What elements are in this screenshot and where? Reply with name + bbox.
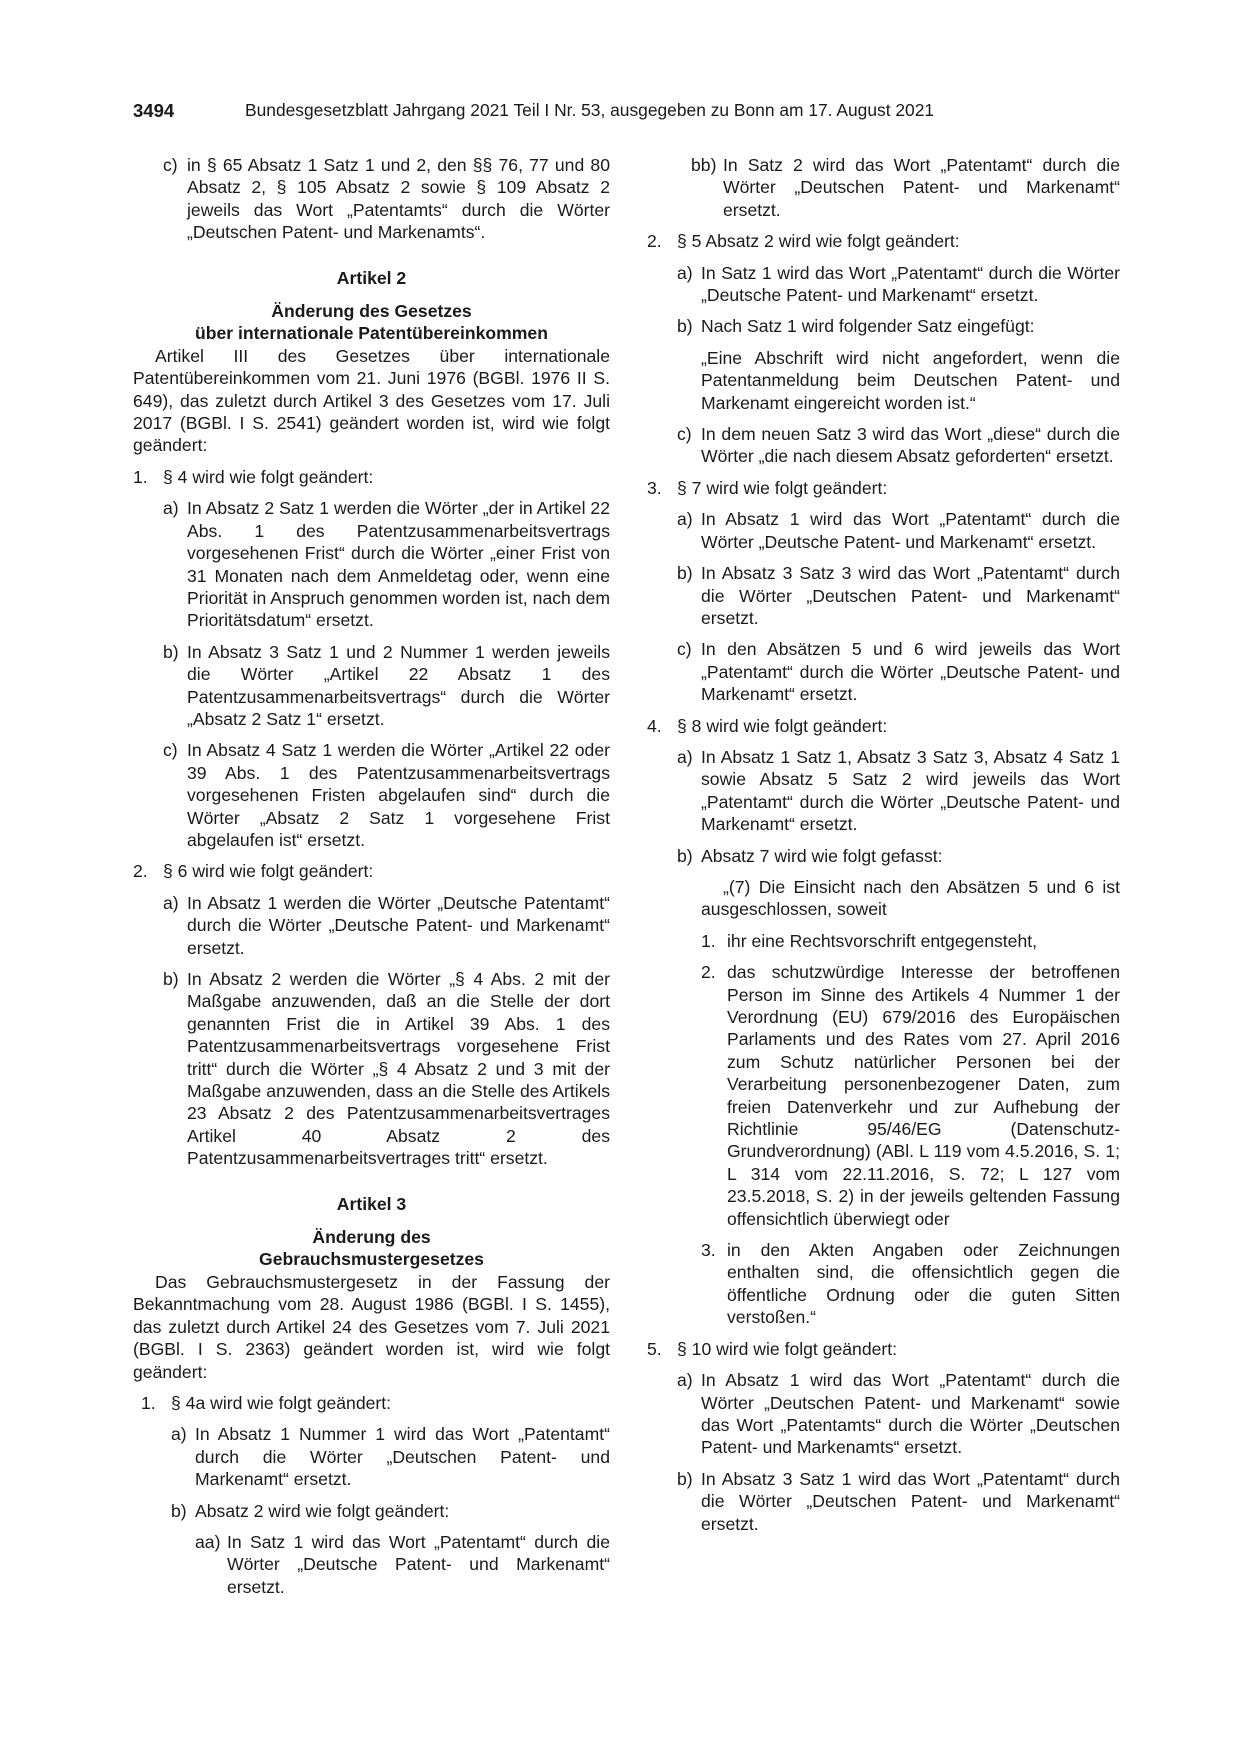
article-2-heading: Änderung des Gesetzes über internationale Patentübereinkommen	[195, 301, 548, 344]
article-2-title: Artikel 2	[336, 267, 407, 288]
list-item: a) In Absatz 1 wird das Wort „Patentamt“ durch die Wörter „Deutsche Patent- und Markenamt“ ersetzt.	[677, 509, 1120, 552]
list-item: b) Absatz 7 wird wie folgt gefasst:	[677, 845, 943, 866]
inserted-sentence: „Eine Abschrift wird nicht angefordert, wenn die Patentanmeldung beim Deutschen Patent- und Markenamt eingereicht worden ist.“	[701, 347, 1120, 413]
article-3-title: Artikel 3	[336, 1193, 407, 1214]
article-2-intro: Artikel III des Gesetzes über internationale Patentübereinkommen vom 21. Juni 1976 (BGBl. 1976 II S. 649), das zuletzt durch Artikel 3 des Gesetzes vom 17. Juli 2017 (BGBl. I S. 2541) geändert worden ist, wird wie folgt geändert:	[133, 345, 610, 456]
list-item: a) In Satz 1 wird das Wort „Patentamt“ durch die Wörter „Deutsche Patent- und Markenamt“ ersetzt.	[677, 262, 1120, 306]
list-item: c) In dem neuen Satz 3 wird das Wort „diese“ durch die Wörter „die nach diesem Absatz geforderten“ ersetzt.	[677, 424, 1120, 467]
article-3-heading: Änderung des Gebrauchsmustergesetzes	[259, 1227, 484, 1270]
list-item: b) In Absatz 3 Satz 1 und 2 Nummer 1 werden jeweils die Wörter „Artikel 22 Absatz 1 des Patentzusammenarbeitsvertrags“ durch die Wörter „Absatz 2 Satz 1“ ersetzt.	[163, 641, 610, 729]
list-item: b) Absatz 2 wird wie folgt geändert:	[171, 1500, 450, 1521]
list-item: c) in § 65 Absatz 1 Satz 1 und 2, den §§ 76, 77 und 80 Absatz 2, § 105 Absatz 2 sowie § 109 Absatz 2 jeweils das Wort „Patentamts“ durch die Wörter „Deutschen Patent- und Markenamts“.	[163, 155, 610, 243]
list-item: 1. § 4a wird wie folgt geändert:	[141, 1392, 392, 1413]
page-number: 3494	[133, 100, 175, 121]
list-item: a) In Absatz 2 Satz 1 werden die Wörter „der in Artikel 22 Abs. 1 des Patentzusammenarbeitsvertrags vorgesehenen Frist“ durch die Wörter „einer Frist von 31 Monaten nach dem Anmeldetag oder, wenn eine Priorität in Anspruch genommen worden ist, nach dem Prioritätsdatum“ ersetzt.	[163, 498, 610, 631]
left-column	[133, 154, 610, 1607]
new-paragraph-7: „(7) Die Einsicht nach den Absätzen 5 und 6 ist ausgeschlossen, soweit	[701, 876, 1120, 920]
list-item: 4. § 8 wird wie folgt geändert:	[647, 715, 888, 736]
article-3-intro: Das Gebrauchsmustergesetz in der Fassung der Bekanntmachung vom 28. August 1986 (BGBl. I S. 1455), das zuletzt durch Artikel 24 des Gesetzes vom 7. Juli 2021 (BGBl. I S. 2363) geändert worden ist, wird wie folgt geändert:	[133, 1271, 610, 1382]
list-item: 5. § 10 wird wie folgt geändert:	[647, 1338, 898, 1359]
list-item: c) In den Absätzen 5 und 6 wird jeweils das Wort „Patentamt“ durch die Wörter „Deutsche Patent- und Markenamt“ ersetzt.	[677, 639, 1120, 705]
list-item: a) In Absatz 1 wird das Wort „Patentamt“ durch die Wörter „Deutschen Patent- und Markenamt“ sowie das Wort „Patentamts“ durch die Wörter „Deutschen Patent- und Markenamts“ ersetzt.	[677, 1370, 1120, 1458]
list-item: b) Nach Satz 1 wird folgender Satz eingefügt:	[677, 316, 1035, 337]
list-item: a) In Absatz 1 Nummer 1 wird das Wort „Patentamt“ durch die Wörter „Deutschen Patent- und Markenamt“ ersetzt.	[171, 1424, 610, 1490]
list-item: c) In Absatz 4 Satz 1 werden die Wörter „Artikel 22 oder 39 Abs. 1 des Patentzusammenarbeitsvertrags vorgesehenen Fristen abgelaufen sind“ durch die Wörter „Absatz 2 Satz 1 vorgesehene Frist abgelaufen ist“ ersetzt.	[163, 740, 610, 850]
list-item: 1. ihr eine Rechtsvorschrift entgegensteht,	[701, 930, 1038, 951]
list-item: a) In Absatz 1 Satz 1, Absatz 3 Satz 3, Absatz 4 Satz 1 sowie Absatz 5 Satz 2 wird jeweils das Wort „Patentamt“ durch die Wörter „Deutsche Patent- und Markenamt“ ersetzt.	[677, 746, 1120, 835]
list-item: b) In Absatz 2 werden die Wörter „§ 4 Abs. 2 mit der Maßgabe anzuwenden, daß an die Stelle der dort genannten Frist die in Artikel 39 Abs. 1 des Patentzusammenarbeitsvertrags vorgesehene Frist tritt“ durch die Wörter „§ 4 Absatz 2 und 3 mit der Maßgabe anzuwenden, dass an die Stelle des Artikels 23 Absatz 2 des Patentzusammenarbeitsvertrages Artikel 40 Absatz 2 des Patentzusammenarbeitsvertrages tritt“ ersetzt.	[163, 969, 610, 1169]
list-item: 2. § 5 Absatz 2 wird wie folgt geändert:	[647, 231, 960, 252]
list-item: 2. § 6 wird wie folgt geändert:	[133, 861, 374, 882]
right-column	[647, 154, 1120, 1544]
list-item: 3. § 7 wird wie folgt geändert:	[647, 477, 888, 498]
list-item: 3. in den Akten Angaben oder Zeichnungen enthalten sind, die offensichtlich gegen die öffentliche Ordnung oder die guten Sitten verstoßen.“	[701, 1240, 1120, 1328]
list-item: b) In Absatz 3 Satz 3 wird das Wort „Patentamt“ durch die Wörter „Deutschen Patent- und Markenamt“ ersetzt.	[677, 563, 1120, 628]
gazette-title: Bundesgesetzblatt Jahrgang 2021 Teil I Nr. 53, ausgegeben zu Bonn am 17. August 2021	[245, 100, 935, 120]
list-item: aa) In Satz 1 wird das Wort „Patentamt“ durch die Wörter „Deutsche Patent- und Markenamt“ ersetzt.	[195, 1531, 610, 1597]
list-item: 2. das schutzwürdige Interesse der betroffenen Person im Sinne des Artikels 4 Nummer 1 der Verordnung (EU) 679/2016 des Europäischen Parlaments und des Rates vom 27. April 2016 zum Schutz natürlicher Personen bei der Verarbeitung personenbezogener Daten, zum freien Datenverkehr und zur Aufhebung der Richtlinie 95/46/EG (Datenschutz-Grundverordnung) (ABl. L 119 vom 4.5.2016, S. 1; L 314 vom 22.11.2016, S. 72; L 127 vom 23.5.2018, S. 2) in der jeweils geltenden Fassung offensichtlich überwiegt oder	[701, 962, 1120, 1229]
list-item: a) In Absatz 1 werden die Wörter „Deutsche Patentamt“ durch die Wörter „Deutsche Patent- und Markenamt“ ersetzt.	[163, 892, 610, 958]
list-item: bb) In Satz 2 wird das Wort „Patentamt“ durch die Wörter „Deutschen Patent- und Markenamt“ ersetzt.	[691, 155, 1120, 220]
list-item: 1. § 4 wird wie folgt geändert:	[133, 466, 374, 487]
list-item: b) In Absatz 3 Satz 1 wird das Wort „Patentamt“ durch die Wörter „Deutschen Patent- und Markenamt“ ersetzt.	[677, 1468, 1120, 1534]
page-header	[133, 100, 1003, 122]
